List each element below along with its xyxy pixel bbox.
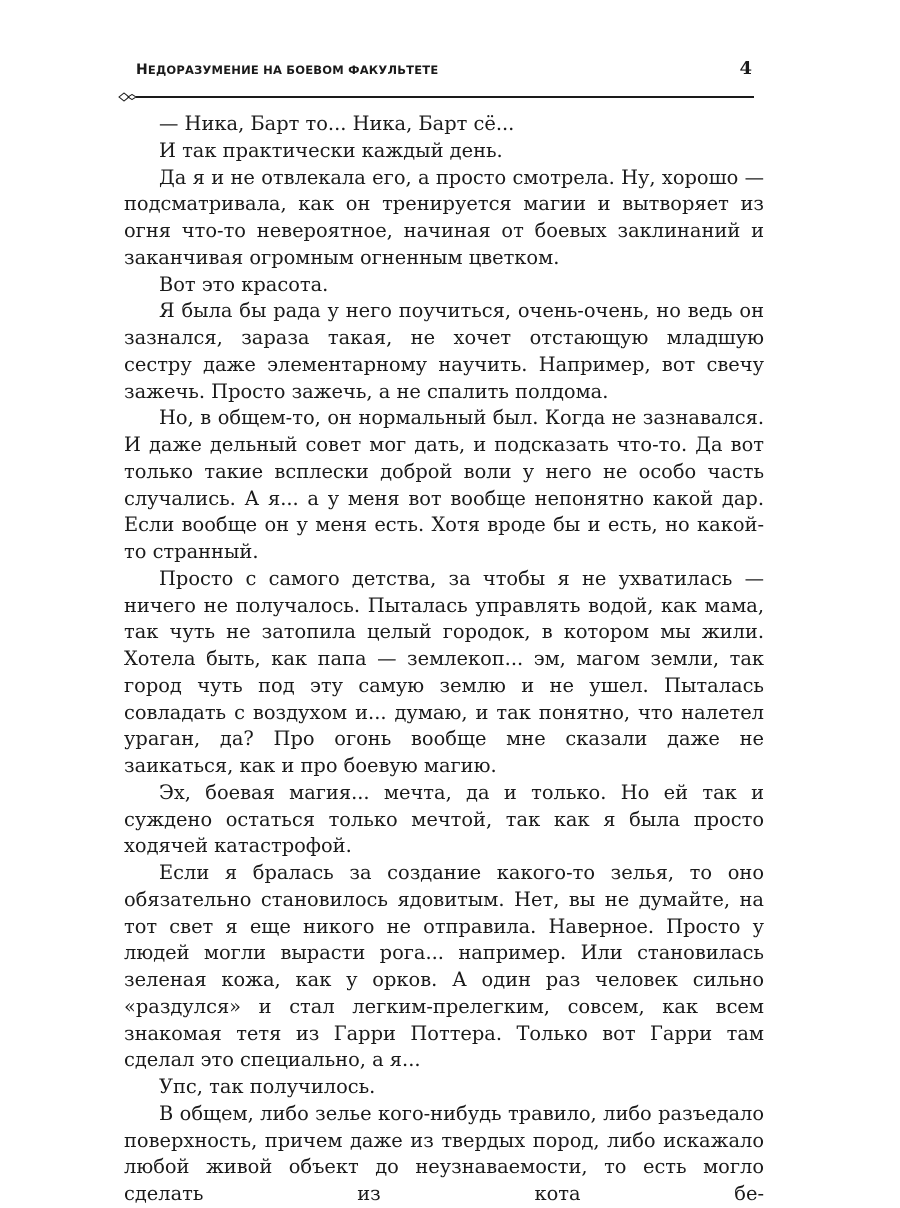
paragraph: Я была бы рада у него поучиться, очень-очень, но ведь он зазнался, зараза такая, не хочет отстающую младшую сестру даже элементарному научить. Например, вот свечу зажечь. Просто зажечь, а не спалить полдома. [124,299,764,403]
paragraph: — Ника, Барт то... Ника, Барт сё... [159,112,515,135]
paragraph: В общем, либо зелье кого-нибудь травило, либо разъедало поверхность, причем даже из твердых пород, либо искажало любой живой объект до неузнаваемости, то есть могло сделать из кота бе- [124,1101,764,1205]
header-rule [118,90,754,104]
body-text [124,111,764,1208]
paragraph: Эх, боевая магия... мечта, да и только. Но ей так и суждено остаться только мечтой, так как я была просто ходячей катастрофой. [124,780,764,858]
running-head [136,60,752,84]
paragraph: Если я бралась за создание какого-то зелья, то оно обязательно становилось ядовитым. Нет, вы не думайте, на тот свет я еще никого не отправила. Наверное. Просто у людей могли вырасти рога... например. Или становилась зеленая кожа, как у орков. А один раз человек сильно «раздулся» и стал легким-прелегким, совсем, как всем знакомая тетя из Гарри Поттера. Только вот Гарри там сделал это специально, а я... [124,861,764,1072]
diamond-ornament-icon [119,93,136,101]
running-title: НЕДОРАЗУМЕНИЕ НА БОЕВОМ ФАКУЛЬТЕТЕ [136,62,439,78]
paragraph: Упс, так получилось. [159,1075,376,1098]
page-number: 4 [739,58,752,79]
paragraph: Но, в общем-то, он нормальный был. Когда не зазнавался. И даже дельный совет мог дать, и подсказать что-то. Да вот только такие всплески доброй воли у него не особо часть случались. А я... а у меня вот вообще непонятно какой дар. Если вообще он у меня есть. Хотя вроде бы и есть, но какой-то странный. [124,406,764,563]
paragraph: Просто с самого детства, за чтобы я не ухватилась — ничего не получалось. Пыталась управлять водой, как мама, так чуть не затопила целый городок, в котором мы жили. Хотела быть, как папа — землекоп... эм, магом земли, так город чуть под эту самую землю и не ушел. Пыталась совладать с воздухом и... думаю, и так понятно, что налетел ураган, да? Про огонь вообще мне сказали даже не заикаться, как и про боевую магию. [124,566,764,777]
paragraph: Вот это красота. [159,272,329,296]
paragraph: Да я и не отвлекала его, а просто смотрела. Ну, хорошо — подсматривала, как он тренируется магии и вытворяет из огня что-то невероятное, начиная от боевых заклинаний и заканчивая огромным огненным цветком. [124,165,764,269]
paragraph: И так практически каждый день. [159,138,503,162]
